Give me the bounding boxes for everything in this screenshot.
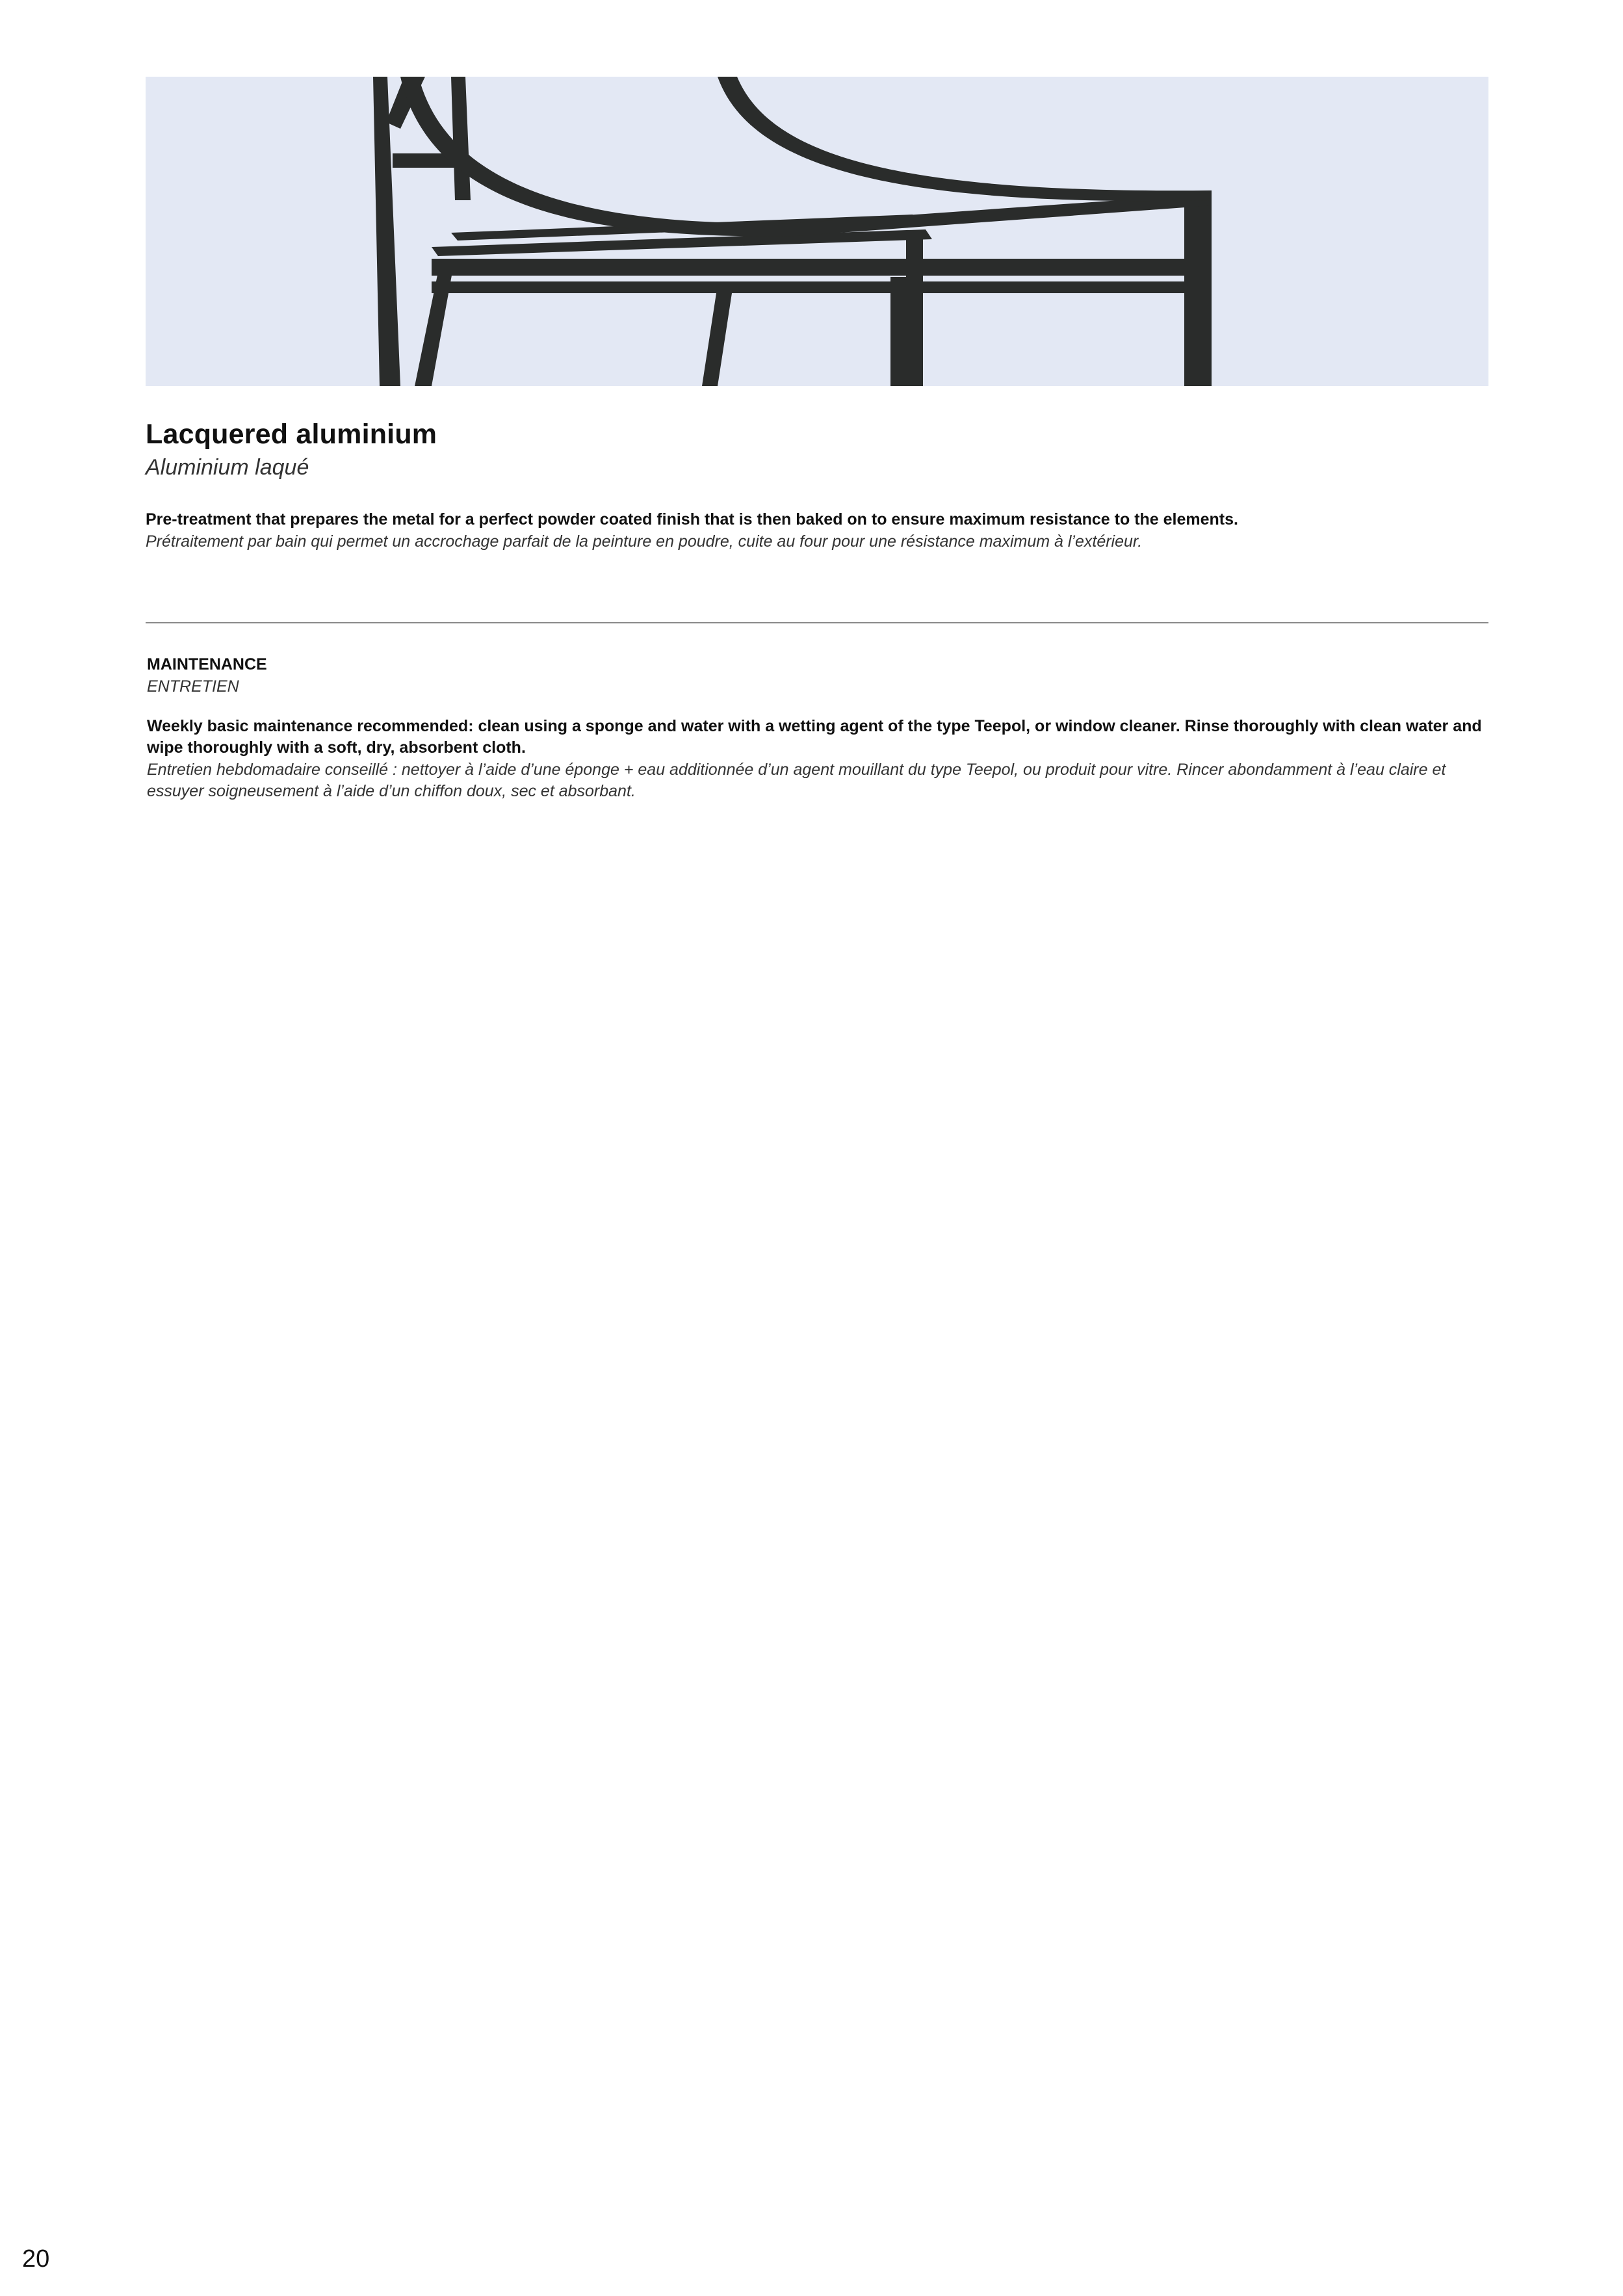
maintenance-text-en: Weekly basic maintenance recommended: clean using a sponge and water with a wetting agent of the type Teepol, or window cleaner. Rinse thoroughly with clean water and wipe thoroughly with a soft, dry, absorbent cloth. <box>147 717 1482 757</box>
chair-photo <box>146 77 1488 386</box>
maintenance-text-fr: Entretien hebdomadaire conseillé : nettoyer à l’aide d’une éponge + eau additionnée d’un agent mouillant du type Teepol, ou produit pour vitre. Rincer abondamment à l’eau claire et essuyer soigneusement à l’aide d’un chiffon doux, sec et absorbant. <box>147 761 1446 800</box>
material-subtitle: Aluminium laqué <box>146 455 309 480</box>
maintenance-heading-fr: ENTRETIEN <box>147 677 239 696</box>
material-description-en: Pre-treatment that prepares the metal for a perfect powder coated finish that is then baked on to ensure maximum resistance to the elements. <box>146 510 1238 528</box>
maintenance-heading-en: MAINTENANCE <box>147 655 267 673</box>
page-number: 20 <box>22 2245 50 2273</box>
hero-image <box>146 77 1488 386</box>
section-divider <box>146 622 1488 623</box>
material-title: Lacquered aluminium <box>146 419 437 450</box>
material-description-fr: Prétraitement par bain qui permet un accrochage parfait de la peinture en poudre, cuite au four pour une résistance maximum à l’extérieur. <box>146 532 1143 551</box>
